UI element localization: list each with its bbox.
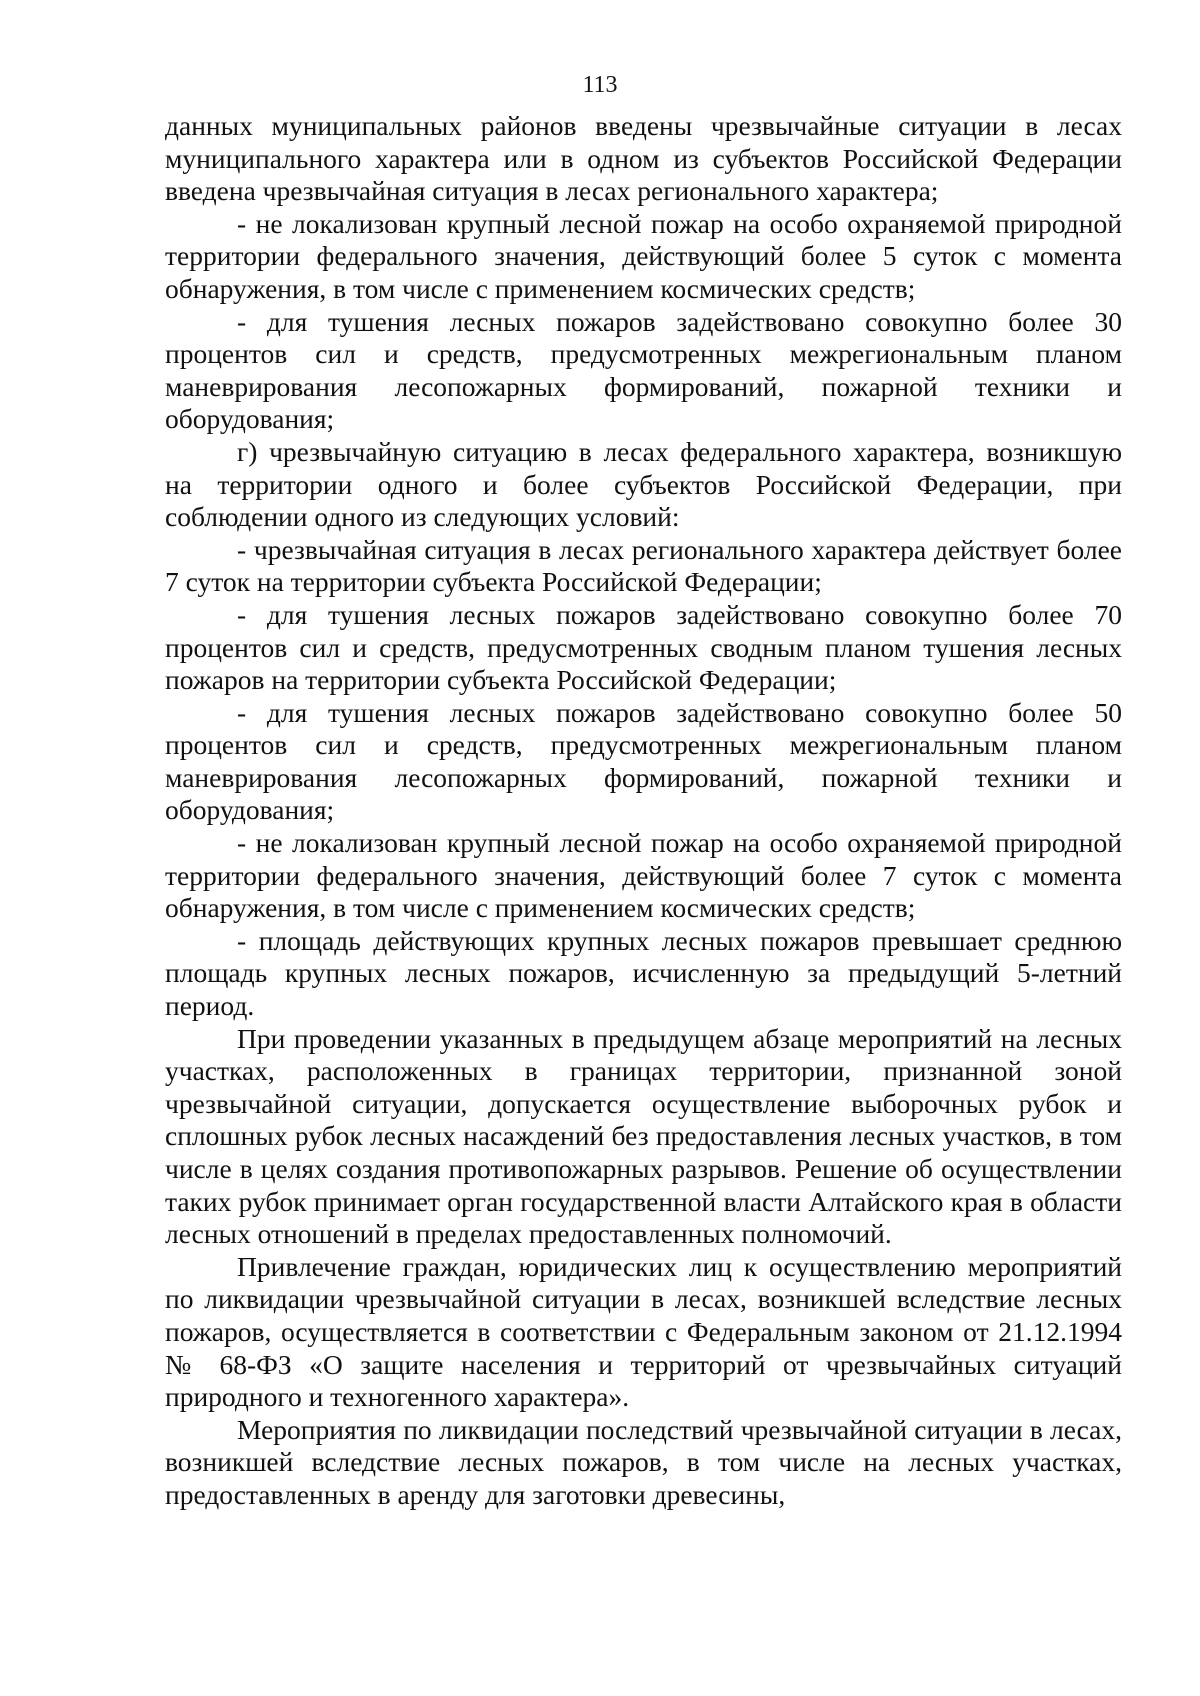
list-item-area-exceeds: - площадь действующих крупных лесных пожаров превышает среднюю площадь крупных лесных пожаров, исчисленную за предыдущий 5-летний период.	[165, 924, 1122, 1022]
list-item-50-percent: - для тушения лесных пожаров задействовано совокупно более 50 процентов сил и средств, предусмотренных межрегиональным планом маневрирования лесопожарных формирований, пожарной техники и оборудования;	[165, 696, 1122, 826]
document-body	[165, 110, 1122, 1512]
list-item-not-localized-5-days: - не локализован крупный лесной пожар на особо охраняемой природной территории федерального значения, действующий более 5 суток с момента обнаружения, в том числе с применением космических средств;	[165, 207, 1122, 304]
clause-g-federal: г) чрезвычайную ситуацию в лесах федерального характера, возникшую на территории одного и более субъектов Российской Федерации, при соблюдении одного из следующих условий:	[165, 435, 1122, 533]
list-item-30-percent: - для тушения лесных пожаров задействовано совокупно более 30 процентов сил и средств, предусмотренных межрегиональным планом маневрирования лесопожарных формирований, пожарной техники и оборудования;	[165, 305, 1122, 435]
list-item-70-percent: - для тушения лесных пожаров задействовано совокупно более 70 процентов сил и средств, предусмотренных сводным планом тушения лесных пожаров на территории субъекта Российской Федерации;	[165, 598, 1122, 696]
paragraph-logging: При проведении указанных в предыдущем абзаце мероприятий на лесных участках, расположенных в границах территории, признанной зоной чрезвычайной ситуации, допускается осуществление выборочных рубок и сплошных рубок лесных насаждений без предоставления лесных участков, в том числе в целях создания противопожарных разрывов. Решение об осуществлении таких рубок принимает орган государственной власти Алтайского края в области лесных отношений в пределах предоставленных полномочий.	[165, 1022, 1122, 1250]
list-item-not-localized-7-days: - не локализован крупный лесной пожар на особо охраняемой природной территории федерального значения, действующий более 7 суток с момента обнаружения, в том числе с применением космических средств;	[165, 827, 1122, 924]
list-item-regional-7-days: - чрезвычайная ситуация в лесах регионального характера действует более 7 суток на территории субъекта Российской Федерации;	[165, 533, 1122, 598]
page-number: 113	[582, 72, 618, 98]
paragraph-continuation: данных муниципальных районов введены чрезвычайные ситуации в лесах муниципального характера или в одном из субъектов Российской Федерации введена чрезвычайная ситуация в лесах регионального характера;	[165, 110, 1122, 207]
paragraph-consequences: Мероприятия по ликвидации последствий чрезвычайной ситуации в лесах, возникшей вследствие лесных пожаров, в том числе на лесных участках, предоставленных в аренду для заготовки древесины,	[165, 1413, 1122, 1510]
paragraph-citizens: Привлечение граждан, юридических лиц к осуществлению мероприятий по ликвидации чрезвычайной ситуации в лесах, возникшей вследствие лесных пожаров, осуществляется в соответствии с Федеральным законом от 21.12.1994 № 68-ФЗ «О защите населения и территорий от чрезвычайных ситуаций природного и техногенного характера».	[165, 1250, 1122, 1413]
